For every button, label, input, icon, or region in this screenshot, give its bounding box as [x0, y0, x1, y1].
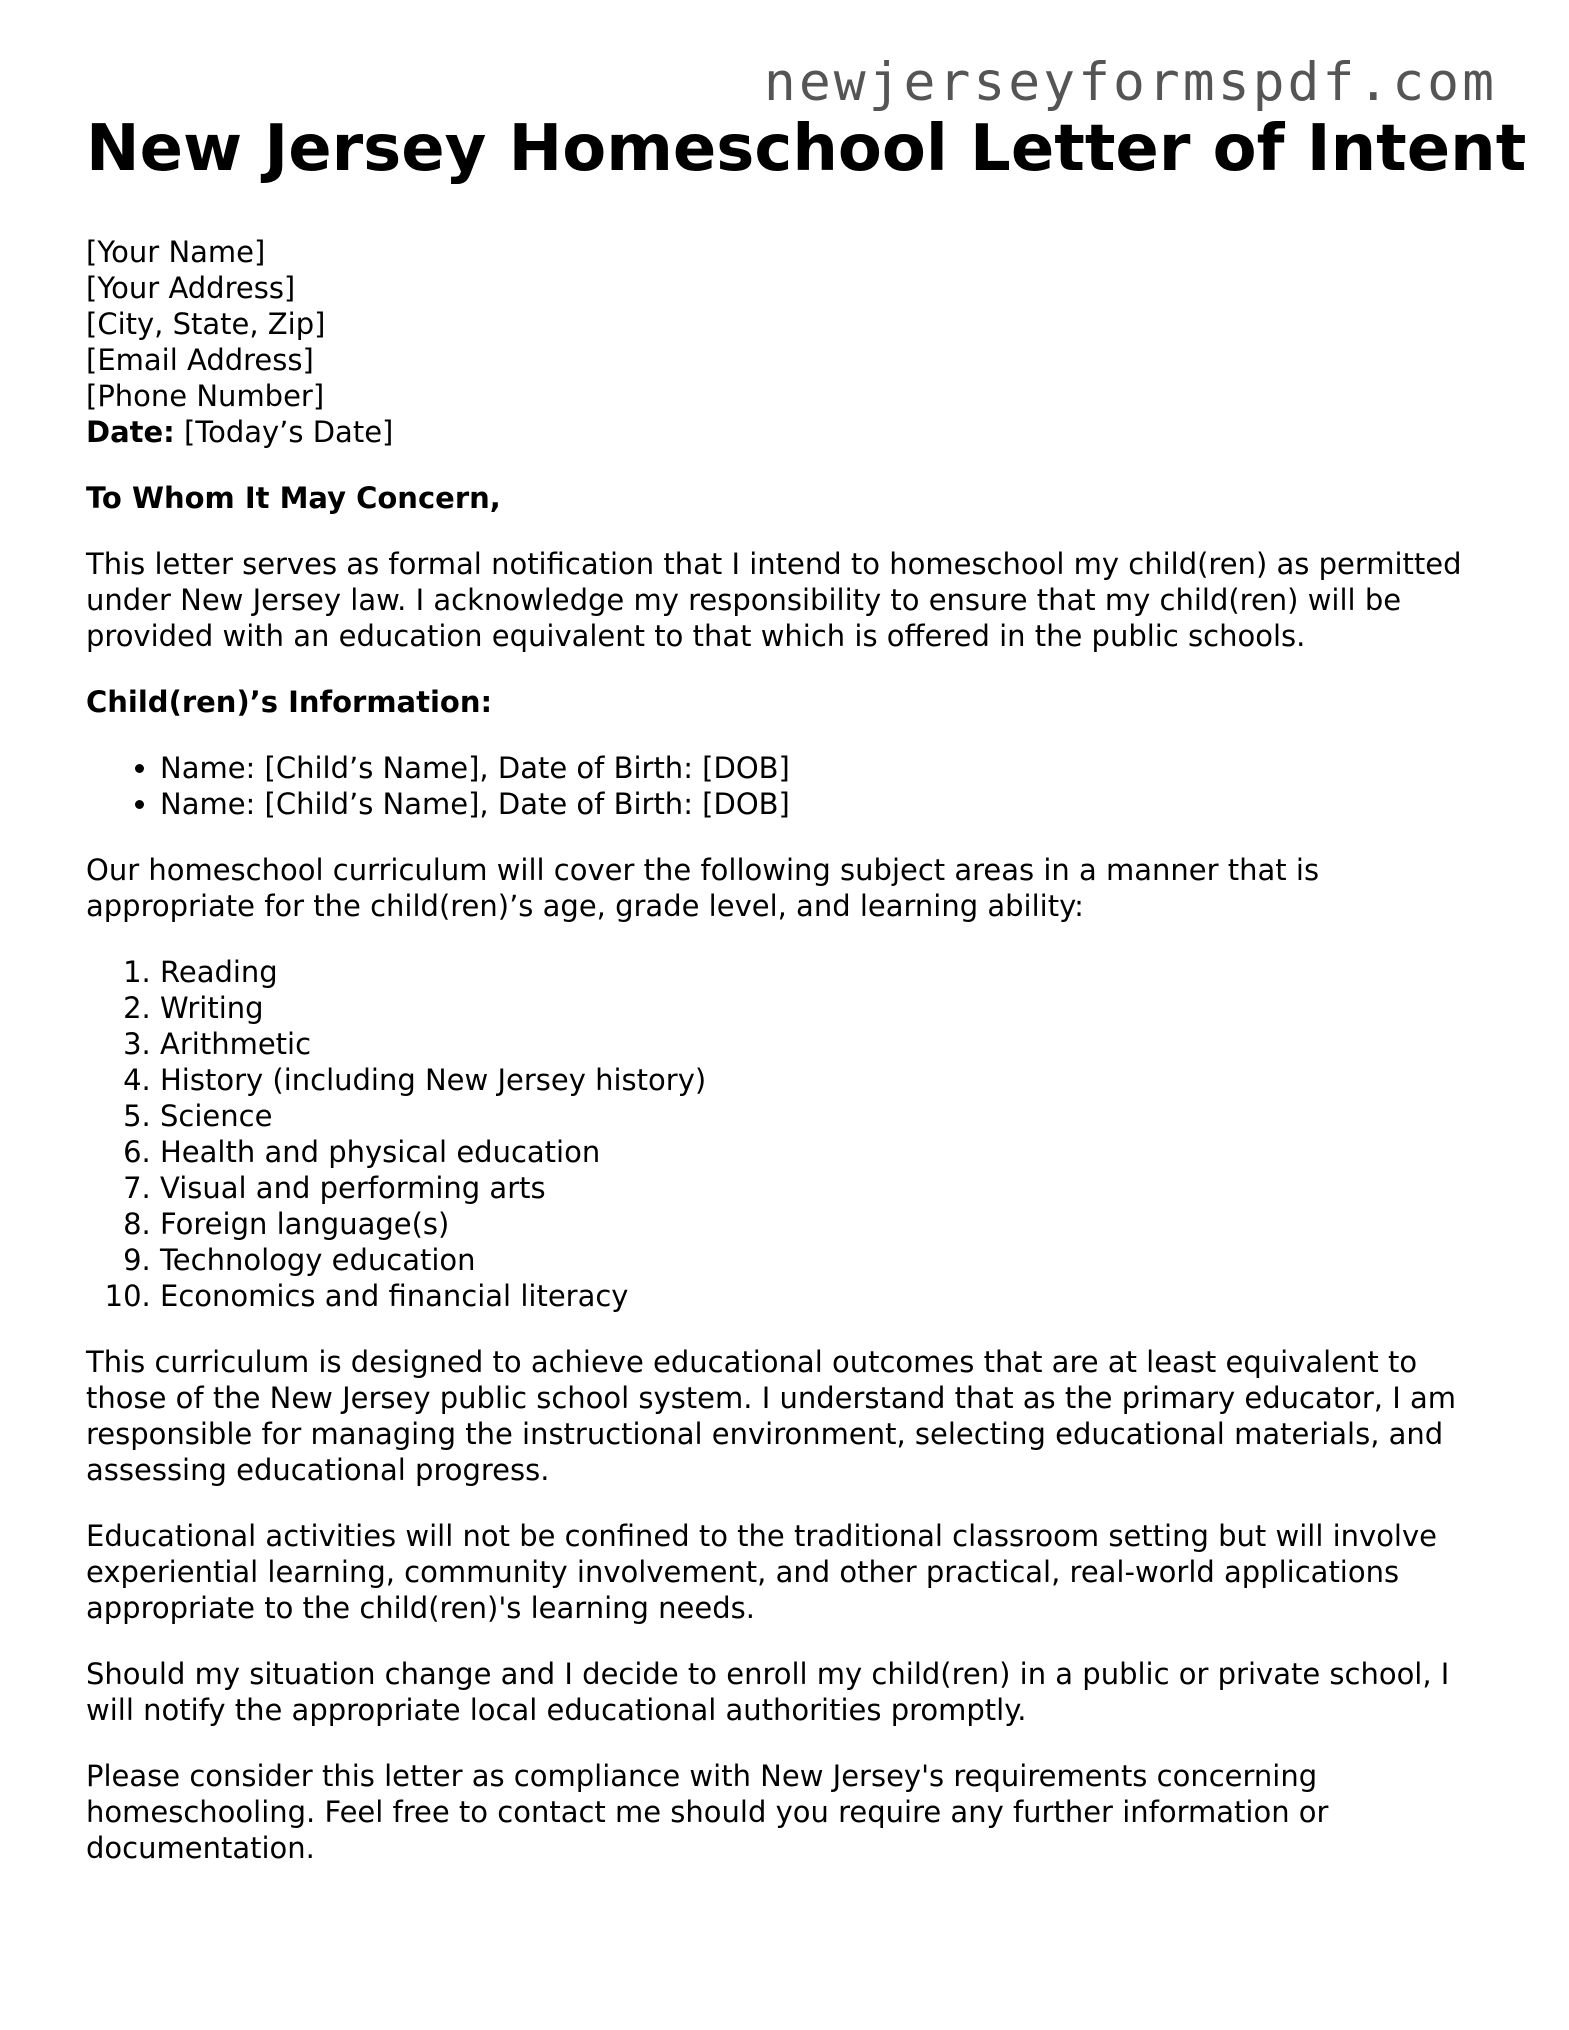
subject-item: 7. Visual and performing arts [160, 1170, 1486, 1206]
subject-item: 2. Writing [160, 990, 1486, 1026]
subject-item: 4. History (including New Jersey history) [160, 1062, 1486, 1098]
date-label: Date: [86, 415, 175, 449]
child-item: • Name: [Child’s Name], Date of Birth: [DOB] [160, 786, 1486, 822]
activities-paragraph: Educational activities will not be confined to the traditional classroom setting but will involve experiential learning, community involvement, and other practical, real-world applications appropriate to the child(ren)'s learning needs. [86, 1519, 1437, 1625]
subject-item: 5. Science [160, 1098, 1486, 1134]
intro-paragraph: This letter serves as formal notification that I intend to homeschool my child(ren) as permitted under New Jersey law. I acknowledge my responsibility to ensure that my child(ren) will be provided with an education equivalent to that which is offered in the public schools. [86, 547, 1462, 653]
date-value: [Today’s Date] [184, 415, 394, 449]
sender-address: [Your Address] [86, 271, 296, 305]
date-line [86, 414, 1486, 450]
subject-item: 10. Economics and financial literacy [160, 1278, 1486, 1314]
subject-item: 8. Foreign language(s) [160, 1206, 1486, 1242]
subjects-list [86, 954, 1486, 1314]
subject-item: 3. Arithmetic [160, 1026, 1486, 1062]
children-list [86, 750, 1486, 822]
sender-city-state-zip: [City, State, Zip] [86, 307, 326, 341]
sender-email: [Email Address] [86, 343, 314, 377]
site-watermark: newjerseyformspdf.com [763, 52, 1497, 113]
page-title: New Jersey Homeschool Letter of Intent [86, 112, 1527, 186]
salutation: To Whom It May Concern, [86, 481, 501, 515]
curriculum-intro: Our homeschool curriculum will cover the following subject areas in a manner that is appropriate for the child(ren)’s age, grade level, and learning ability: [86, 853, 1320, 923]
subject-item: 1. Reading [160, 954, 1486, 990]
sender-phone: [Phone Number] [86, 379, 325, 413]
sender-name: [Your Name] [86, 235, 266, 269]
subject-item: 6. Health and physical education [160, 1134, 1486, 1170]
enrollment-change-paragraph: Should my situation change and I decide to enroll my child(ren) in a public or private school, I will notify the appropriate local educational authorities promptly. [86, 1657, 1450, 1727]
compliance-paragraph: Please consider this letter as compliance with New Jersey's requirements concerning homeschooling. Feel free to contact me should you require any further information or documentation. [86, 1759, 1329, 1865]
subject-item: 9. Technology education [160, 1242, 1486, 1278]
children-heading: Child(ren)’s Information: [86, 685, 493, 719]
curriculum-outcomes-paragraph: This curriculum is designed to achieve educational outcomes that are at least equivalent to those of the New Jersey public school system. I understand that as the primary educator, I am responsible for managing the instructional environment, selecting educational materials, and assessing educational progress. [86, 1345, 1457, 1487]
letter-page [86, 108, 1527, 1896]
child-item: • Name: [Child’s Name], Date of Birth: [DOB] [160, 750, 1486, 786]
sender-block [86, 234, 1486, 450]
